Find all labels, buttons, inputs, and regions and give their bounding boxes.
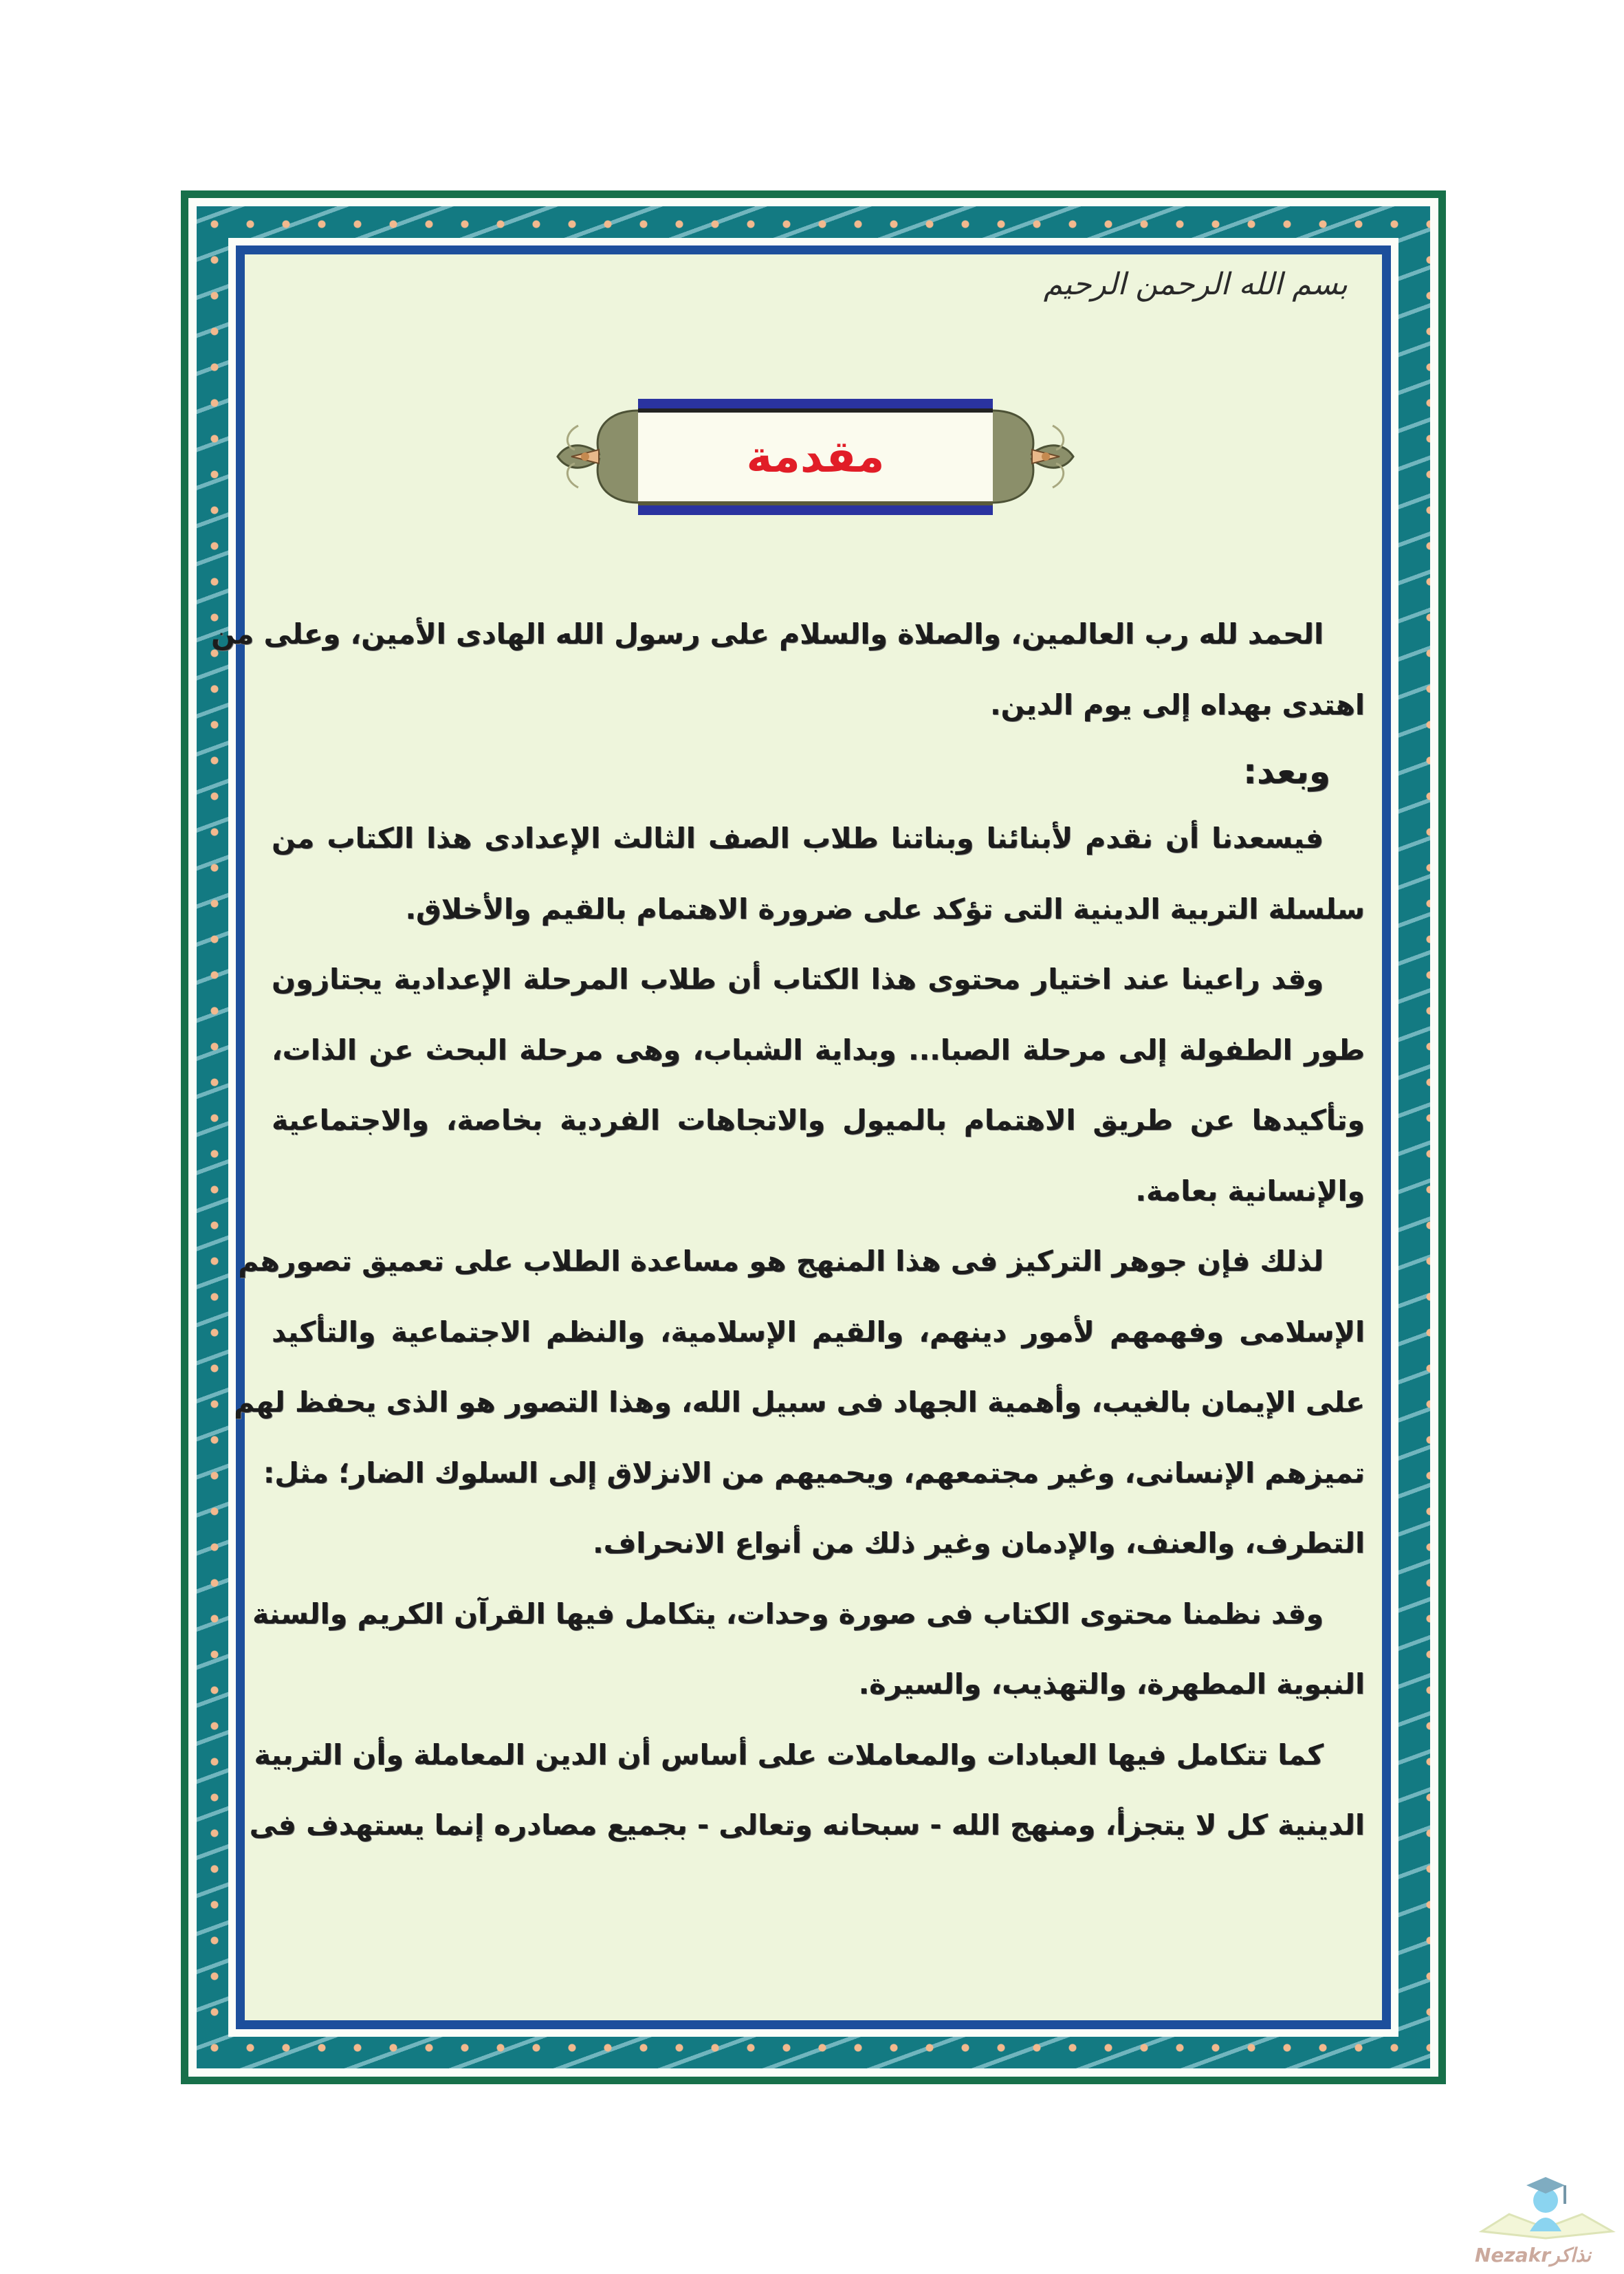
text-line: اهتدى بهداه إلى يوم الدين. [989, 688, 1365, 721]
text-line: الحمد لله رب العالمين، والصلاة والسلام على رسول الله الهادى الأمين، وعلى من [211, 617, 1324, 651]
text-line: سلسلة التربية الدينية التى تؤكد على ضرورة الاهتمام بالقيم والأخلاق. [405, 892, 1365, 926]
text-line: فيسعدنا أن نقدم لأبنائنا وبناتنا طلاب الصف الثالث الإعدادى هذا الكتاب من [272, 822, 1324, 855]
text-line: تميزهم الإنسانى، وغير مجتمعهم، ويحميهم من الانزلاق إلى السلوك الضار؛ مثل: [263, 1456, 1365, 1489]
text-line: كما تتكامل فيها العبادات والمعاملات على أساس أن الدين المعاملة وأن التربية [254, 1738, 1324, 1771]
text-line: الإسلامى وفهمهم لأمور دينهم، والقيم الإسلامية، والنظم الاجتماعية والتأكيد [272, 1315, 1365, 1348]
watermark-text: Nezakrنذاكر [1475, 2244, 1592, 2266]
title-box [638, 399, 993, 515]
watermark-logo [1468, 2166, 1624, 2269]
text-line: طور الطفولة إلى مرحلة الصبا... وبداية الشباب، وهى مرحلة البحث عن الذات، [272, 1033, 1365, 1067]
text-line: الدينية كل لا يتجزأ، ومنهج الله - سبحانه وتعالى - بجميع مصادره إنما يستهدف فى [249, 1808, 1365, 1841]
text-line: وتأكيدها عن طريق الاهتمام بالميول والاتجاهات الفردية بخاصة، والاجتماعية [272, 1104, 1365, 1137]
graduate-book-icon [1468, 2166, 1624, 2242]
section-heading: وبعد: [1243, 752, 1330, 791]
text-line: لذلك فإن جوهر التركيز فى هذا المنهج هو مساعدة الطلاب على تعميق تصورهم [238, 1245, 1324, 1278]
title-cartouche [551, 384, 1080, 529]
introduction-text [211, 599, 1365, 1861]
text-line: على الإيمان بالغيب، وأهمية الجهاد فى سبيل الله، وهذا التصور هو الذى يحفظ لهم [234, 1386, 1365, 1419]
page-title: مقدمة [746, 431, 885, 483]
bismillah-calligraphy: بسم الله الرحمن الرحيم [1043, 267, 1348, 302]
text-line: التطرف، والعنف، والإدمان وغير ذلك من أنواع الانحراف. [593, 1527, 1365, 1560]
text-line: وقد نظمنا محتوى الكتاب فى صورة وحدات، يتكامل فيها القرآن الكريم والسنة [252, 1597, 1324, 1630]
text-line: والإنسانية بعامة. [1135, 1174, 1365, 1207]
text-line: وقد راعينا عند اختيار محتوى هذا الكتاب أن طلاب المرحلة الإعدادية يجتازون [272, 963, 1324, 996]
text-line: النبوية المطهرة، والتهذيب، والسيرة. [858, 1668, 1365, 1701]
